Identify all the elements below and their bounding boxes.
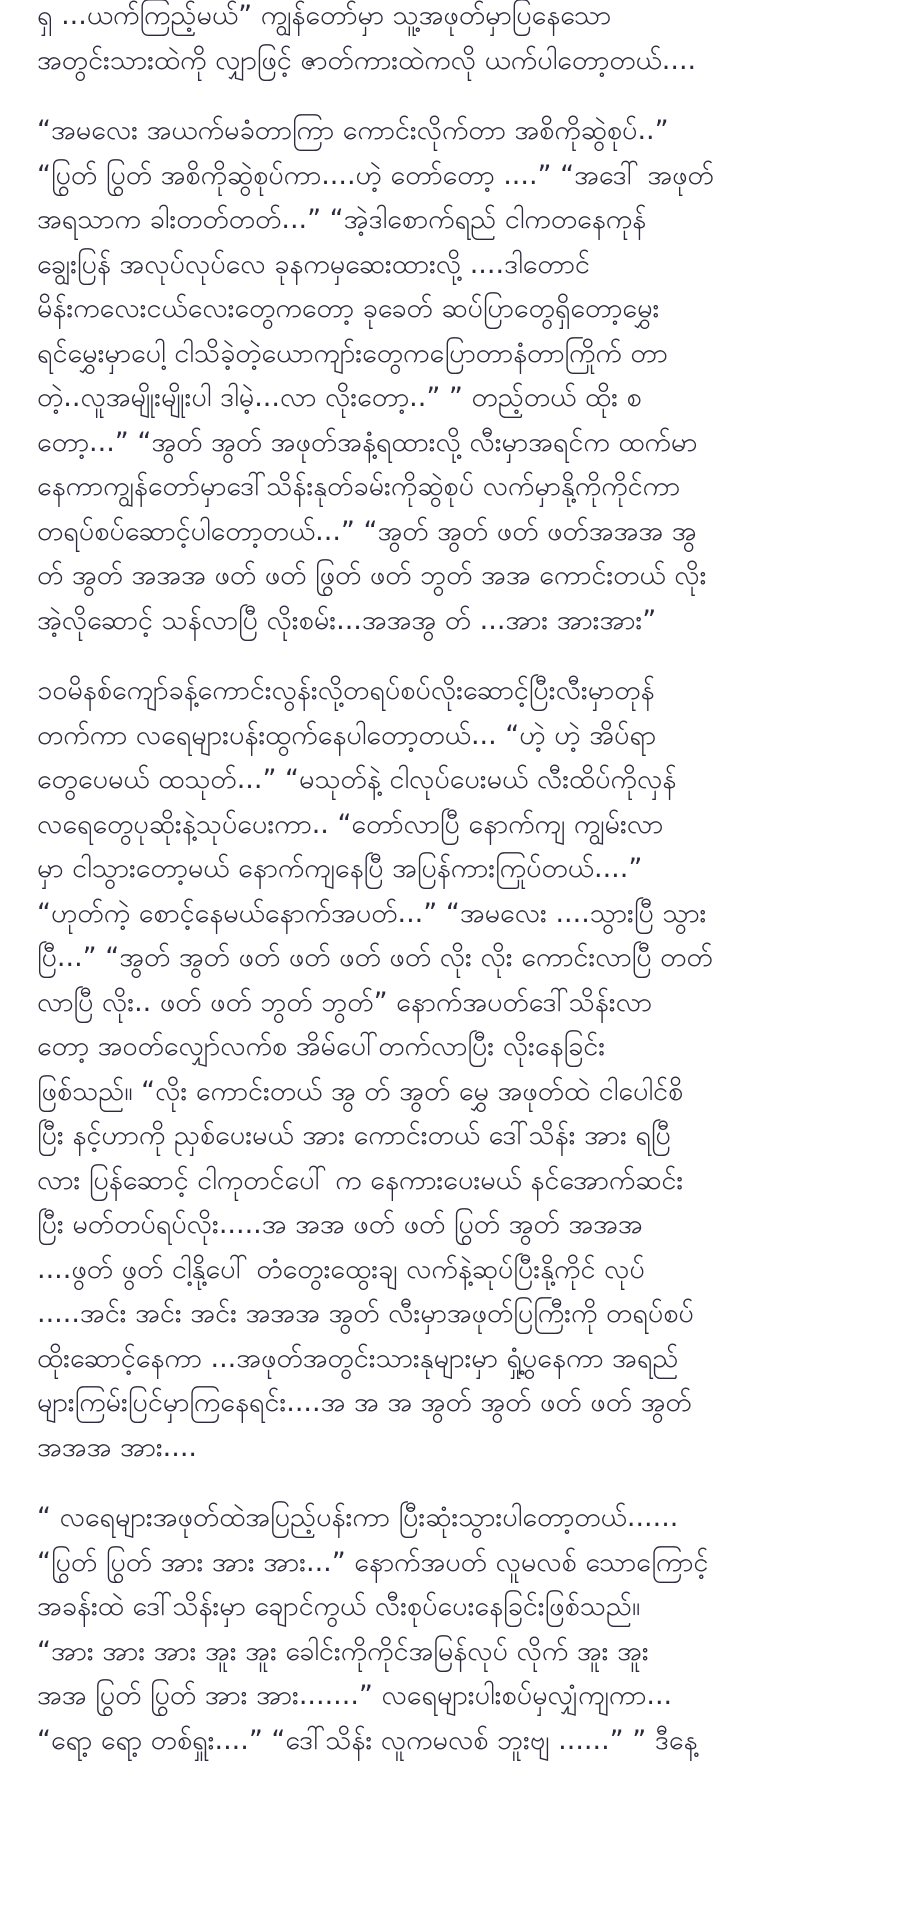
text-line: မိန်းကလေးငယ်လေးတွေကတော့ ခုခေတ် ဆပ်ပြာတွေရှိတော့မွှေး bbox=[37, 293, 660, 324]
paragraph bbox=[0, 109, 899, 643]
text-line: လား ပြန်ဆောင့် ငါကုတင်ပေါ် က နေကားပေးမယ် နင်အောက်ဆင်း bbox=[37, 1164, 684, 1196]
text-line: အရသာက ခါးတတ်တတ်...” “အဲ့ဒါစောက်ရည် ငါကတနေကုန် bbox=[37, 204, 647, 235]
text-line: လရေတွေပုဆိုးနဲ့သုပ်ပေးကာ.. “တော်လာပြီ နောက်ကျ ကျွမ်းလာ bbox=[37, 808, 664, 840]
text-line: “ရော့ ရော့ တစ်ရှူး....” “ဒေါ်သိန်း လူကမလစ် ဘူးဗျ ......” ” ဒီနေ့ bbox=[37, 1724, 698, 1756]
paragraph bbox=[0, 1496, 899, 1763]
text-line: တဲ့..လူအမျိုးမျိုးပါ ဒါမဲ့...လာ လိုးတော့..” ” တည့်တယ် ထိုး စ bbox=[37, 382, 642, 413]
text-line: “အမလေး အယက်မခံတာကြာ ကောင်းလိုက်တာ အစိကိုဆွဲစုပ်..” bbox=[37, 115, 669, 146]
text-line: ပြီး မတ်တပ်ရပ်လိုး.....အ အအ ဖတ် ဖတ် ပြွတ် အွတ် အအအ bbox=[37, 1209, 643, 1240]
text-line: “ပြွတ် ပြွတ် အား အား အား...” နောက်အပတ် လူမလစ် သောကြောင့် bbox=[37, 1546, 709, 1578]
text-line: အတွင်းသားထဲကို လျှာဖြင့် ဇာတ်ကားထဲကလို ယက်ပါတော့တယ်.... bbox=[37, 44, 697, 76]
text-line: ပြီး နင့်ဟာကို ညှစ်ပေးမယ် အား ကောင်းတယ် ဒေါ်သိန်း အား ရပြီ bbox=[37, 1120, 671, 1151]
text-line: တွေပေမယ် ထသုတ်...” “မသုတ်နဲ့ ငါလုပ်ပေးမယ် လီးထိပ်ကိုလှန် bbox=[37, 764, 677, 795]
text-line: တက်ကာ လရေများပန်းထွက်နေပါတော့တယ်... “ဟဲ့ ဟဲ့ အိပ်ရာ bbox=[37, 719, 657, 751]
text-line: တော့...” “အွတ် အွတ် အဖုတ်အနံ့ရထားလို့ လီးမှာအရင်က ထက်မာ bbox=[37, 426, 698, 458]
text-line: “အား အား အား အူး အူး ခေါင်းကိုကိုင်အမြန်လုပ် လိုက် အူး အူး bbox=[37, 1635, 649, 1667]
paragraph bbox=[0, 0, 899, 83]
text-line: ....ဖွတ် ဖွတ် ငါ့နို့ပေါ် တံတွေးထွေးချ လက်နဲ့ဆုပ်ပြီးနို့ကိုင် လုပ် bbox=[37, 1253, 645, 1285]
text-line: .....အင်း အင်း အင်း အအအ အွတ် လီးမှာအဖုတ်ပြကြီးကို တရပ်စပ် bbox=[37, 1298, 694, 1329]
text-line: ထိုးဆောင့်နေကာ ...အဖုတ်အတွင်းသားနုများမှာ ရှုံ့ပွနေကာ အရည် bbox=[37, 1342, 679, 1374]
text-line: “ပြွတ် ပြွတ် အစိကိုဆွဲစုပ်ကာ....ဟဲ့ တော်တော့ ....” “အဒေါ် အဖုတ် bbox=[37, 159, 714, 191]
text-line: နေကာကျွန်တော်မှာဒေါ်သိန်းနုတ်ခမ်းကိုဆွဲစုပ် လက်မှာနို့ကိုကိုင်ကာ bbox=[37, 471, 681, 502]
text-line: “ဟုတ်ကဲ့ စောင့်နေမယ်နောက်အပတ်...” “အမလေး ....သွားပြီ သွား bbox=[37, 897, 707, 929]
paragraph bbox=[0, 669, 899, 1470]
text-line: အဲ့လိုဆောင့် သန်လာပြီ လိုးစမ်း...အအအွ တ် ...အား အားအား” bbox=[37, 604, 657, 636]
text-line: အအအ အား.... bbox=[37, 1431, 198, 1463]
text-line: ချွေးပြန် အလုပ်လုပ်လေ ခုနကမှဆေးထားလို့ ....ဒါတောင် bbox=[37, 248, 590, 280]
text-line: တရပ်စပ်ဆောင့်ပါတော့တယ်...” “အွတ် အွတ် ဖတ် ဖတ်အအအ အွ bbox=[37, 515, 697, 547]
text-line: များကြမ်းပြင်မှာကြနေရင်း....အ အ အ အွတ် အွတ် ဖတ် ဖတ် အွတ် bbox=[37, 1387, 692, 1418]
text-line: ဖြစ်သည်။ “လိုး ကောင်းတယ် အွ တ် အွတ် မွှေ အဖုတ်ထဲ ငါပေါင်စိ bbox=[37, 1075, 684, 1107]
text-line: တော့ အဝတ်လျှော်လက်စ အိမ်ပေါ်တက်လာပြီး လိုးနေခြင်း bbox=[37, 1031, 606, 1062]
text-line: မှာ ငါသွားတော့မယ် နောက်ကျနေပြီ အပြန်ကားကြုပ်တယ်....” bbox=[37, 853, 643, 884]
text-line: အအ ပြွတ် ပြွတ် အား အား.......” လရေများပါးစပ်မှလျှံကျကာ... bbox=[37, 1680, 673, 1711]
text-line: ရင်မွှေးမှာပေါ့ ငါသိခဲ့တဲ့ယောကျာ်းတွေကပြောတာနံတာကြိုက် တာ bbox=[37, 337, 668, 369]
text-line: “ လရေများအဖုတ်ထဲအပြည့်ပန်းကာ ပြီးဆုံးသွားပါတော့တယ်...... bbox=[37, 1502, 679, 1533]
text-line: ပြီ...” “အွတ် အွတ် ဖတ် ဖတ် ဖတ် ဖတ် လိုး လိုး ကောင်းလာပြီ တတ် bbox=[37, 942, 713, 973]
text-line: တ် အွတ် အအအ ဖတ် ဖတ် ဖြွတ် ဖတ် ဘွတ် အအ ကောင်းတယ် လိုး bbox=[37, 560, 707, 591]
text-line: ၁၀မိနစ်ကျော်ခန့်ကောင်းလွန်းလို့တရပ်စပ်လိုးဆောင့်ပြီးလီးမှာတုန် bbox=[37, 675, 655, 706]
text-line: လာပြီ လိုး.. ဖတ် ဖတ် ဘွတ် ဘွတ်” နောက်အပတ်ဒေါ်သိန်းလာ bbox=[37, 986, 653, 1018]
text-line: အခန်းထဲ ဒေါ်သိန်းမှာ ချောင်ကွယ် လီးစုပ်ပေးနေခြင်းဖြစ်သည်။ bbox=[37, 1591, 641, 1622]
text-line: ရှ ...ယက်ကြည့်မယ်” ကျွန်တော်မှာ သူ့အဖုတ်မှာပြနေသော bbox=[37, 0, 612, 31]
